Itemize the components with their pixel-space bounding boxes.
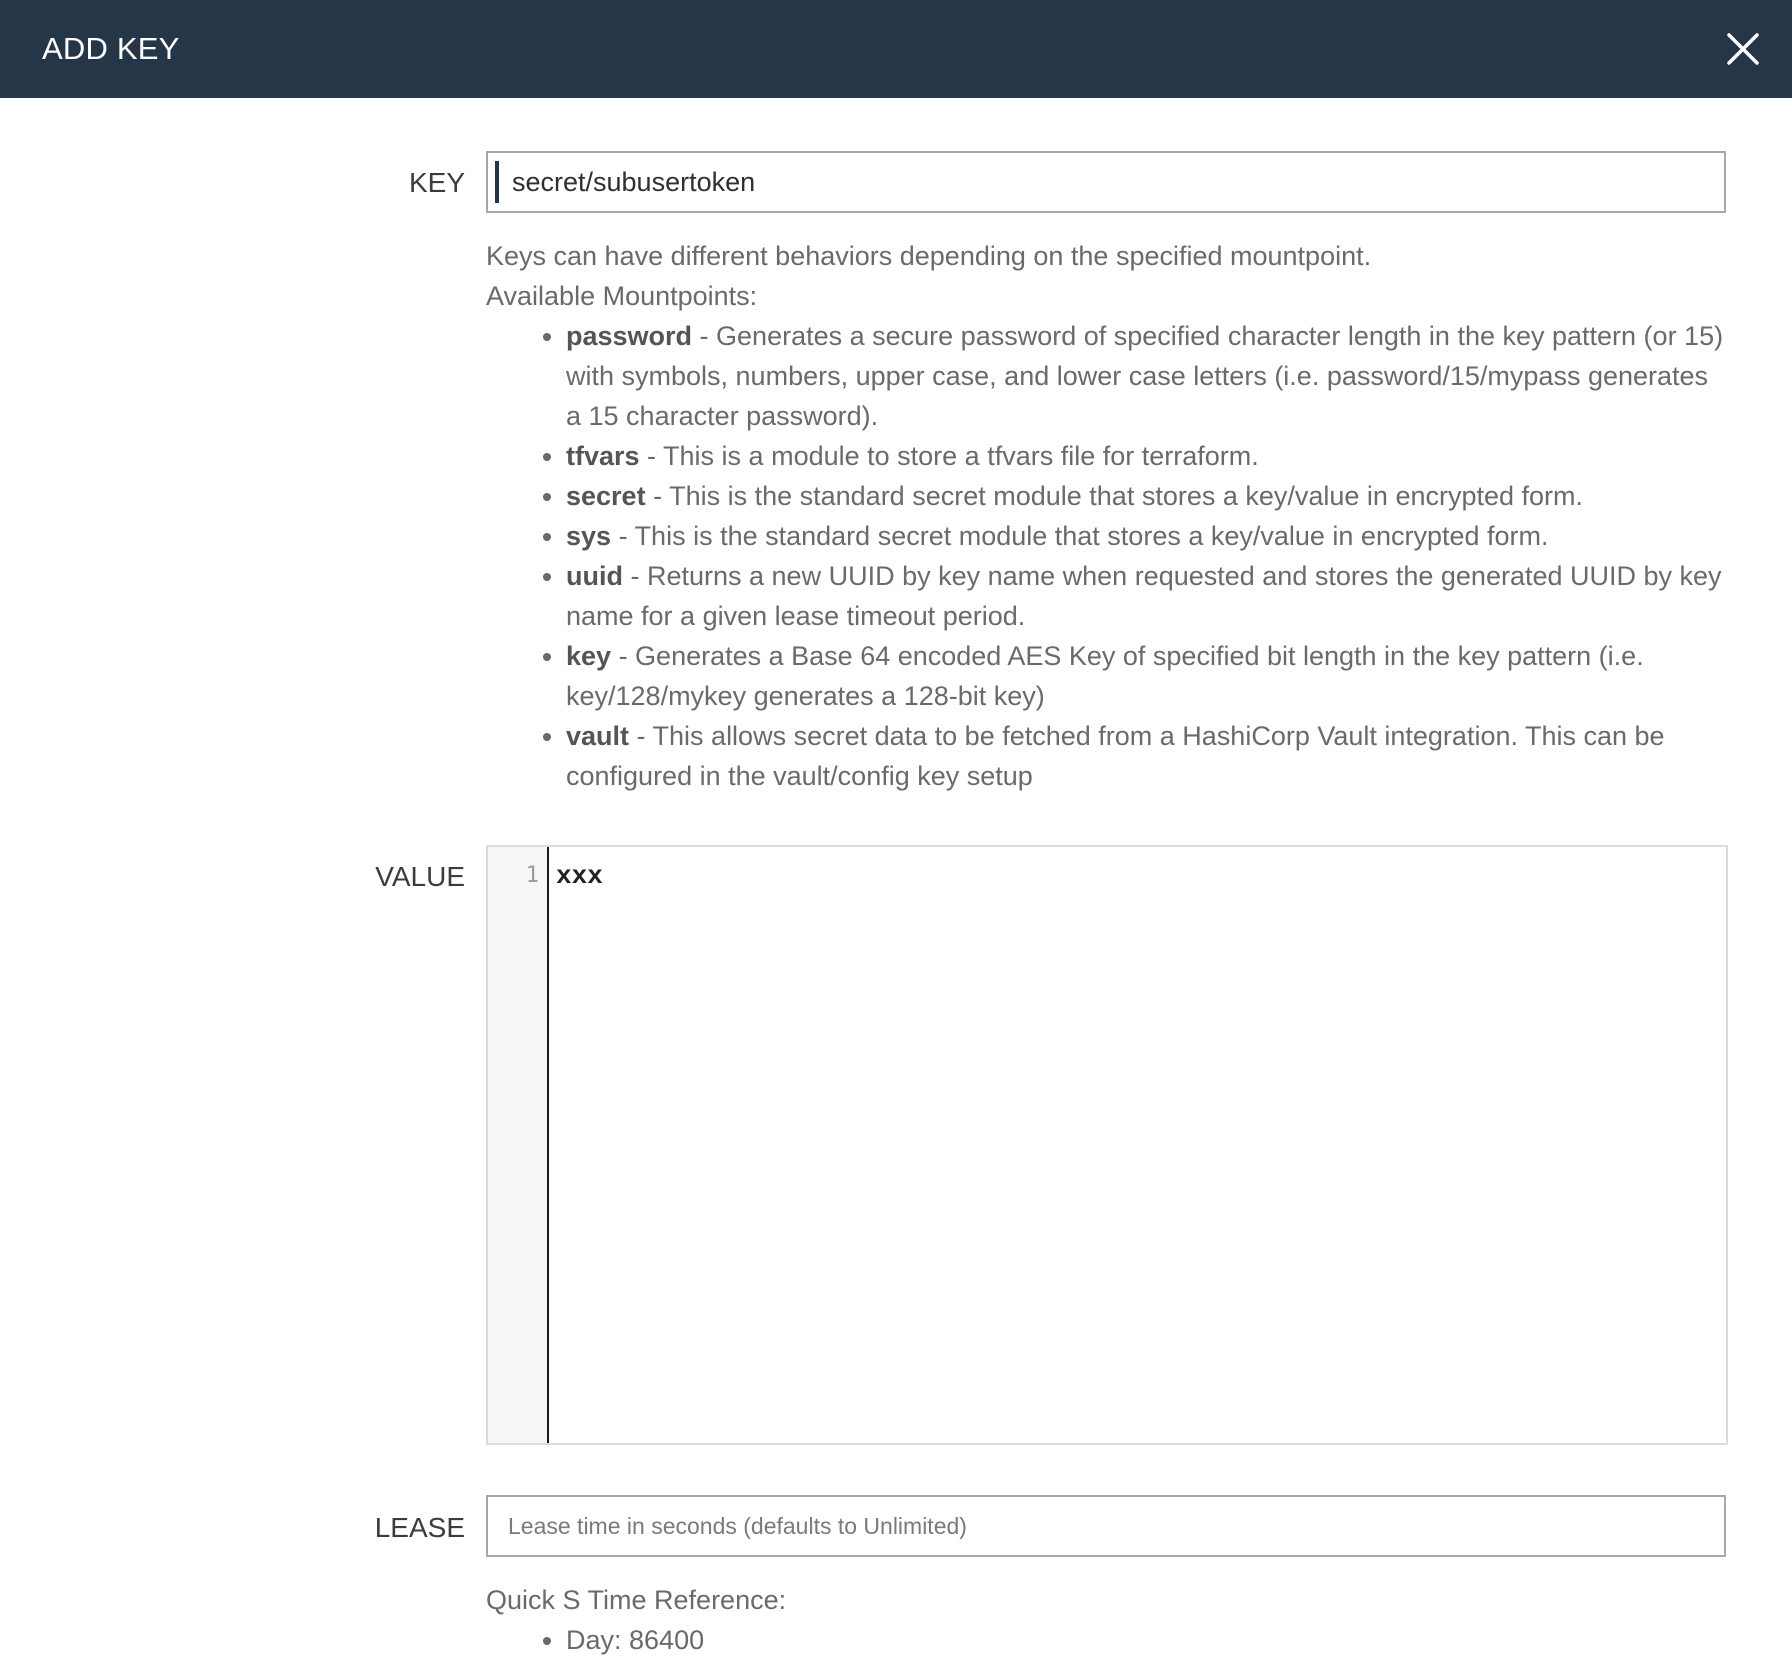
key-input-value: secret/subusertoken	[512, 167, 756, 197]
dialog-header	[0, 0, 1792, 98]
dialog-title: ADD KEY	[42, 31, 180, 66]
mountpoint-item	[566, 556, 1726, 636]
mountpoint-desc: - This is the standard secret module that stores a key/value in encrypted form.	[611, 521, 1549, 551]
line-number: 1	[525, 863, 539, 888]
time-reference-item: • Day: 86400	[566, 1620, 1726, 1660]
mountpoint-desc: - Returns a new UUID by key name when requested and stores the generated UUID by key name for a given lease timeout period.	[566, 561, 1722, 631]
text-cursor	[495, 161, 499, 203]
editor-gutter	[488, 847, 549, 1443]
mountpoint-name: tfvars	[566, 441, 640, 471]
value-code-editor[interactable]	[486, 845, 1728, 1445]
lease-label: LEASE	[374, 1512, 465, 1543]
help-heading: Available Mountpoints:	[486, 281, 758, 311]
mountpoint-item	[566, 436, 1726, 476]
mountpoint-desc: - Generates a secure password of specified character length in the key pattern (or 15) with symbols, numbers, upper case, and lower case letters (i.e. password/15/mypass generates a 15 character password).	[566, 321, 1724, 431]
mountpoint-list	[486, 316, 1726, 796]
key-input[interactable]	[486, 151, 1726, 213]
mountpoint-desc: - This is a module to store a tfvars file for terraform.	[639, 441, 1259, 471]
mountpoint-item	[566, 476, 1726, 516]
mountpoint-item	[566, 516, 1726, 556]
lease-input[interactable]	[486, 1495, 1726, 1557]
mountpoint-desc: - This is the standard secret module that stores a key/value in encrypted form.	[645, 481, 1584, 511]
mountpoint-name: sys	[566, 521, 612, 551]
mountpoint-name: uuid	[566, 561, 623, 591]
value-label: VALUE	[375, 861, 465, 892]
close-button[interactable]	[1724, 30, 1762, 68]
time-reference-list	[486, 1620, 1726, 1660]
mountpoint-name: vault	[566, 721, 630, 751]
help-intro: Keys can have different behaviors depending on the specified mountpoint.	[486, 241, 1372, 271]
time-reference	[486, 1580, 1726, 1660]
mountpoint-name: password	[566, 321, 693, 351]
key-help-text	[486, 236, 1726, 796]
mountpoint-item	[566, 636, 1726, 716]
mountpoint-desc: - Generates a Base 64 encoded AES Key of specified bit length in the key pattern (i.e. key/128/mykey generates a 128-bit key)	[566, 641, 1644, 711]
key-label: KEY	[408, 167, 465, 198]
mountpoint-item	[566, 716, 1726, 796]
editor-code-line[interactable]: xxx	[556, 861, 603, 891]
mountpoint-name: secret	[566, 481, 646, 511]
time-reference-heading: Quick S Time Reference:	[486, 1585, 787, 1615]
mountpoint-item	[566, 316, 1726, 436]
close-icon	[1724, 30, 1762, 68]
mountpoint-desc: - This allows secret data to be fetched from a HashiCorp Vault integration. This can be configured in the vault/config key setup	[566, 721, 1665, 791]
mountpoint-name: key	[566, 641, 612, 671]
